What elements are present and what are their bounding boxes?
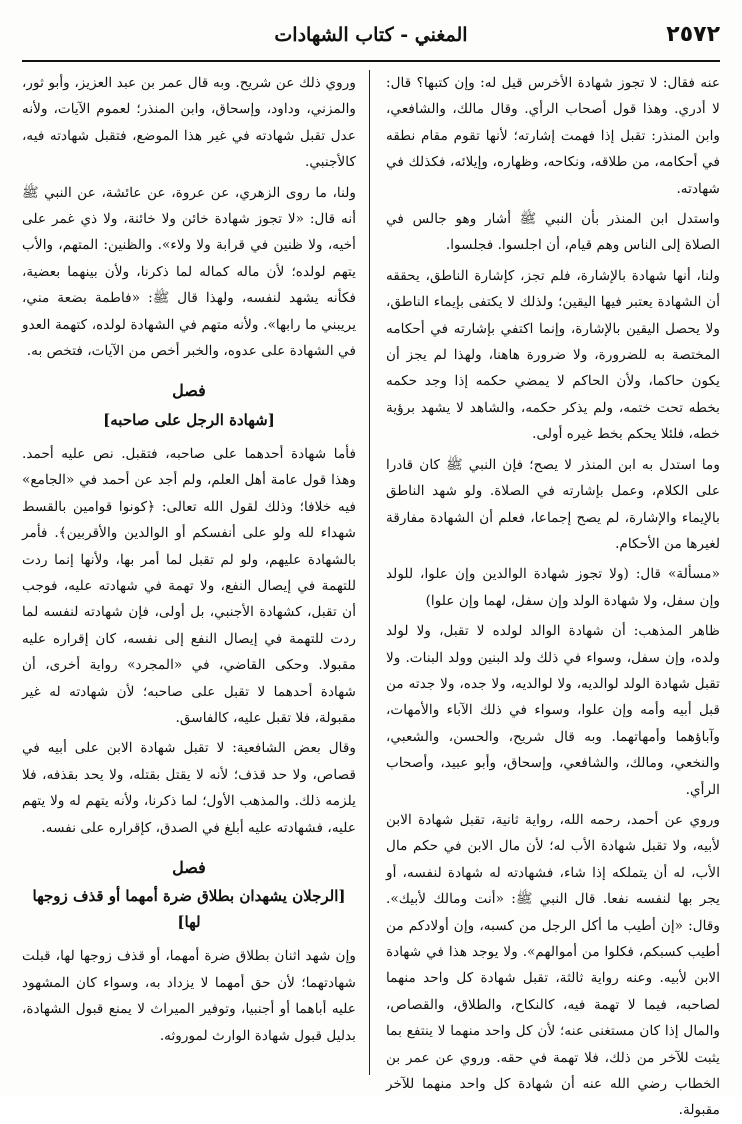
paragraph: وما استدل به ابن المنذر لا يصح؛ فإن النبي ﷺ كان قادرا على الكلام، وعمل بإشارته في الصلاة. ولو شهد الناطق بالإيماء والإشارة، لم يصح إجماعا، فعلم أن الشهادة مفارقة لغيرها من الأحكام. [386,456,720,552]
column-divider [369,70,370,1075]
page-header [22,14,720,62]
paragraph: وإن شهد اثنان بطلاق ضرة أمهما، أو قذف زوجها لها، قبلت شهادتهما؛ لأن حق أمهما لا يزداد به، وسواء كان المشهود عليه أباهما أو أجنبيا، وتوفير الميراث لا يمنع قبول الشهادة، بدليل قبول شهادة الوارث لموروثه. [22,948,356,1044]
paragraph: فأما شهادة أحدهما على صاحبه، فتقبل. نص عليه أحمد. وهذا قول عامة أهل العلم، ولم أجد عن أحمد في «الجامع» فيه خلافا؛ وذلك لقول الله تعالى: ﴿كونوا قوامين بالقسط شهداء لله ولو على أنفسكم أو الوالدين والأقربين﴾. فأمر بالشهادة عليهم، ولو لم تقبل لما أمر بها، ولأنها إنما ردت للتهمة في إيصال النفع، ولا تهمة في شهادته عليه، فوجب أن تقبل، كشهادة الأجنبي، بل أولى، فإن شهادته لنفسه لما ردت للتهمة في إيصال النفع إلى نفسه، كان إقراره عليه مقبولا. وحكى القاضي، في «المجرد» رواية أخرى، أن شهادة أحدهما لا تقبل على صاحبه؛ لأن شهادته له غير مقبولة، فلا تقبل عليه، كالفاسق. [22,445,356,726]
page-number: ٢٥٧٢ [666,22,720,47]
right-column [386,70,720,1119]
paragraph: ظاهر المذهب: أن شهادة الوالد لولده لا تقبل، ولا لولد ولده، وإن سفل، وسواء في ذلك ولد البنين وولد البنات. ولا تقبل شهادة الولد لوالديه، ولا لوالديه، ولا جده، ولا جدته من قبل أبيه وأمه وإن علوا، وسواء في ذلك الآباء والأمهات، وآباؤهما وأمهاتهما. وبه قال شريح، والحسن، والشعبي، والنخعي، ومالك، والشافعي، وإسحاق، وأبو عبيد، وأصحاب الرأي. [386,623,720,798]
paragraph: وقال بعض الشافعية: لا تقبل شهادة الابن على أبيه في قصاص، ولا حد قذف؛ لأنه لا يقتل بقتله، ولا يحد بقذفه، فلا يلزمه ذلك. والمذهب الأول؛ لما ذكرنا، ولأنه يتهم له ولا يتهم عليه، فشهادته عليه أبلغ في الصدق، كإقراره على نفسه. [22,740,356,836]
paragraph: ولنا، أنها شهادة بالإشارة، فلم تجز، كإشارة الناطق، يحققه أن الشهادة يعتبر فيها اليقين؛ ولذلك لا يكتفى بإيماء الناطق، ولا يحصل اليقين بالإشارة، وإنما اكتفي بإشارته في أحكامه المختصة به للضرورة، ولا ضرورة هاهنا، ولهذا لم يجز أن يكون حاكما، ولأن الحاكم لا يمضي حكمه إذا وجد حكمه بخطه تحت ختمه، ولم يذكر حكمه، والشاهد لا يشهد برؤية خطه، فلئلا يحكم بخط غيره أولى. [386,267,720,443]
paragraph: ولنا، ما روى الزهري، عن عروة، عن عائشة، عن النبي ﷺ أنه قال: «لا تجوز شهادة خائن ولا خائنة، ولا ذي غمر على أخيه، ولا ظنين في قرابة ولا ولاء». والظنين: المتهم، والأب يتهم لولده؛ لأن ماله كماله لما ذكرنا، ولأن بينهما بعضية، فكأنه يشهد لنفسه، ولهذا قال ﷺ: «فاطمة بضعة مني، يريبني ما رابها». ولأنه متهم في الشهادة لولده، كتهمة العدو في الشهادة على عدوه، والخبر أخص من الآيات، فتخص به. [22,184,356,360]
paragraph: وروي ذلك عن شريح. وبه قال عمر بن عبد العزيز، وأبو ثور، والمزني، وداود، وإسحاق، وابن المنذر؛ لعموم الآيات، ولأنه عدل تقبل شهادته في غير هذا الموضع، فتقبل شهادته فيه، كالأجنبي. [22,75,356,171]
paragraph: وروي عن أحمد، رحمه الله، رواية ثانية، تقبل شهادة الابن لأبيه، ولا تقبل شهادة الأب له؛ لأن مال الابن في حكم مال الأب، له أن يتملكه إذا شاء، فشهادته له شهادة لنفسه، أو يجر بها لنفسه نفعا. قال النبي ﷺ: «أنت ومالك لأبيك». وقال: «إن أطيب ما أكل الرجل من كسبه، وإن أولادكم من أطيب كسبكم، فكلوا من أموالهم». ولا يوجد هذا في شهادة الابن لأبيه. وعنه رواية ثالثة، تقبل شهادة كل واحد منهما لصاحبه، فيما لا تهمة فيه، كالنكاح، والطلاق، والقصاص، والمال إذا كان مستغنى عنه؛ لأن كل واحد منهما لا ينتفع بما يثبت للآخر من ذلك، فلا تهمة في حقه. وروي عن عمر بن الخطاب رضي الله عنه أن شهادة كل واحد منهما للآخر مقبولة. [386,811,720,1119]
running-title: المغني - كتاب الشهادات [274,24,468,46]
paragraph: واستدل ابن المنذر بأن النبي ﷺ أشار وهو جالس في الصلاة إلى الناس وهم قيام، أن اجلسوا. فجلسوا. [386,211,720,254]
paragraph: عنه فقال: لا تجوز شهادة الأخرس قيل له: وإن كتبها؟ قال: لا أدري. وهذا قول أصحاب الرأي. وقال مالك، والشافعي، وابن المنذر: تقبل إذا فهمت إشارته؛ لأنها تقوم مقام نطقه في أحكامه، من طلاقه، ونكاحه، وظهاره، وإيلائه، فكذلك في شهادته. [386,75,720,197]
left-column [22,70,356,1080]
section-title: [ شهادة الرجل على صاحبه ] [22,407,356,433]
section-title: [ الرجلان يشهدان بطلاق ضرة أمهما أو قذف زوجها لها ] [22,883,356,935]
section-heading: فصل [172,381,206,401]
masala-paragraph: «مسألة» قال: (ولا تجوز شهادة الوالدين وإن علوا، للولد وإن سفل، ولا شهادة الولد وإن سفل، لهما وإن علوا) [386,566,720,609]
section-heading: فصل [172,857,206,877]
